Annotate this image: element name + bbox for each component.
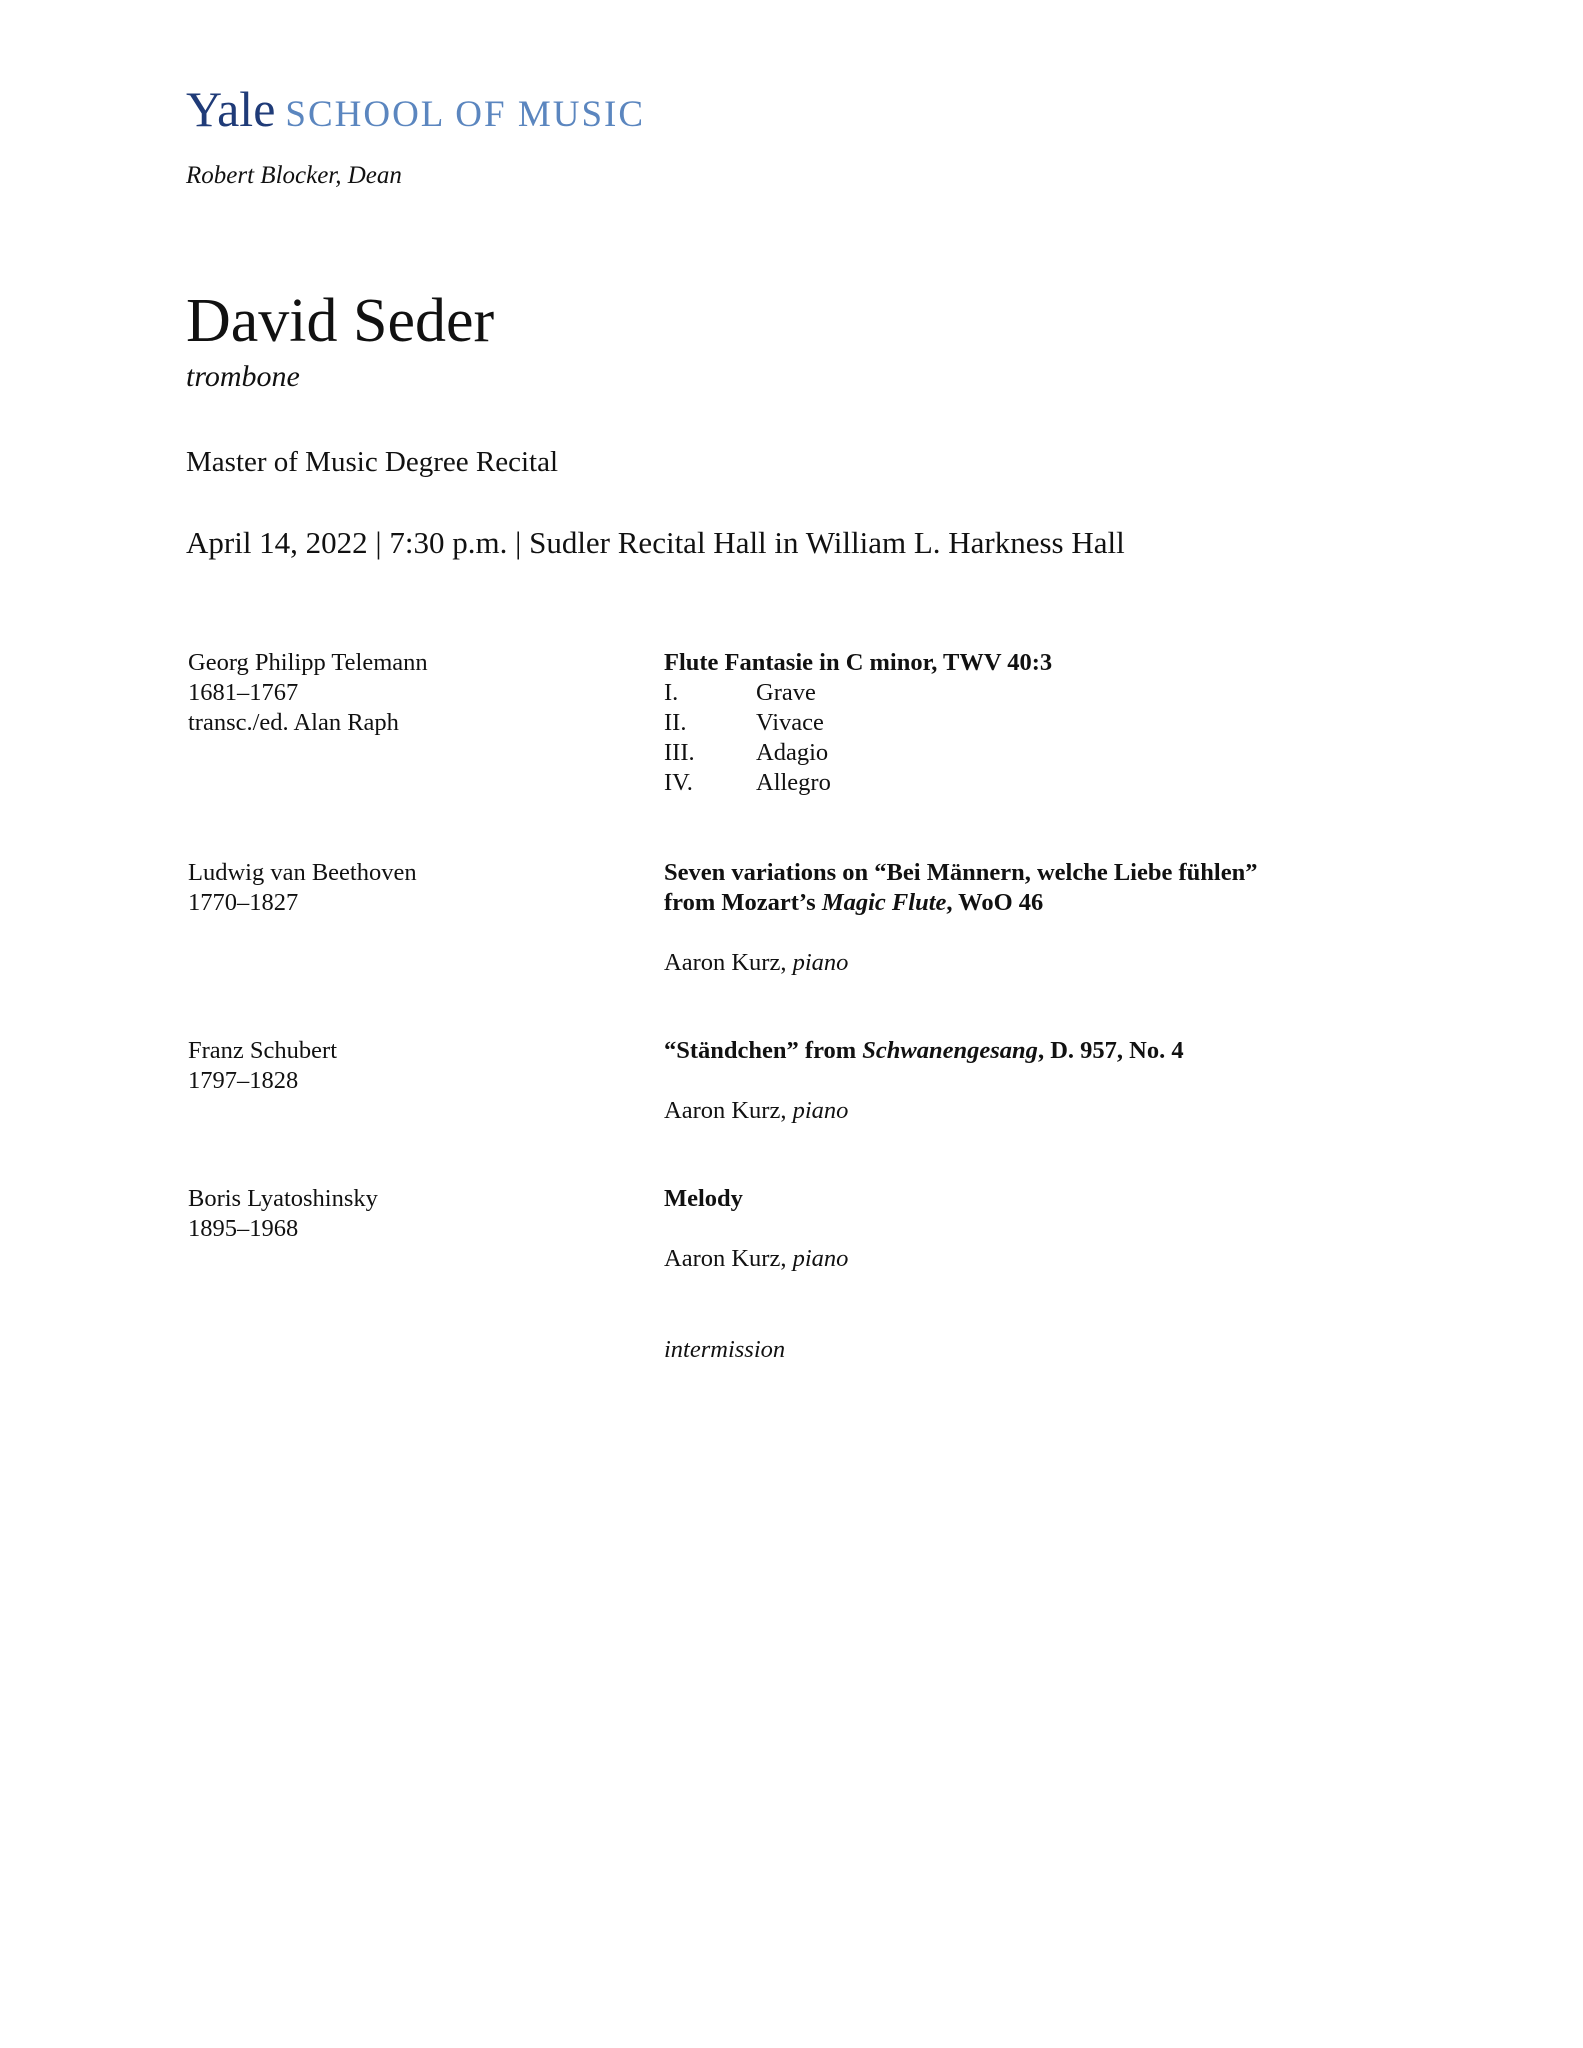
yale-school-of-music-logo xyxy=(186,81,646,137)
logo-yale-text: Yale xyxy=(186,81,276,137)
collaborator-name: Aaron Kurz, xyxy=(664,1097,793,1124)
work-title-line-2 xyxy=(664,888,1257,918)
work-title: Flute Fantasie in C minor, TWV 40:3 xyxy=(664,649,1053,676)
title-text: “Ständchen” from xyxy=(664,1037,863,1064)
logo-school-text: SCHOOL OF MUSIC xyxy=(285,94,646,135)
intermission-label: intermission xyxy=(664,1336,786,1363)
composer-block-lyatoshinsky xyxy=(188,1184,378,1244)
movement-row xyxy=(664,678,1052,708)
title-text: , D. 957, No. 4 xyxy=(1037,1037,1184,1064)
dean-name: Robert Blocker, Dean xyxy=(186,162,402,189)
work-title-line-1: Seven variations on “Bei Männern, welche Liebe fühlen” xyxy=(664,859,1258,886)
movement-row xyxy=(664,738,1052,768)
composer-name: Franz Schubert xyxy=(188,1037,337,1064)
collaborator-line xyxy=(664,1096,1184,1126)
arranger: transc./ed. Alan Raph xyxy=(188,709,399,736)
event-details: April 14, 2022 | 7:30 p.m. | Sudler Recital Hall in William L. Harkness Hall xyxy=(186,525,1125,560)
composer-name: Georg Philipp Telemann xyxy=(188,649,428,676)
collaborator-line xyxy=(664,1244,848,1274)
collaborator-role: piano xyxy=(792,949,849,976)
composer-block-schubert xyxy=(188,1036,337,1096)
title-text: , WoO 46 xyxy=(946,889,1044,916)
composer-dates: 1797–1828 xyxy=(188,1067,299,1094)
movement-number: II. xyxy=(664,709,687,736)
title-italic-text: Schwanengesang xyxy=(862,1037,1038,1064)
work-block-beethoven xyxy=(664,858,1257,978)
composer-dates: 1770–1827 xyxy=(188,889,299,916)
composer-dates: 1895–1968 xyxy=(188,1215,299,1242)
collaborator-name: Aaron Kurz, xyxy=(664,949,793,976)
movement-row xyxy=(664,708,1052,738)
collaborator-name: Aaron Kurz, xyxy=(664,1245,793,1272)
work-title xyxy=(664,1036,1184,1066)
movement-number: I. xyxy=(664,679,679,706)
composer-block-beethoven xyxy=(188,858,417,918)
performer-name: David Seder xyxy=(186,287,495,355)
movement-name: Vivace xyxy=(756,709,824,736)
work-block-lyatoshinsky xyxy=(664,1184,848,1274)
work-title: Melody xyxy=(664,1185,743,1212)
composer-block-telemann xyxy=(188,648,428,738)
collaborator-role: piano xyxy=(792,1245,849,1272)
movement-name: Adagio xyxy=(756,739,829,766)
recital-type: Master of Music Degree Recital xyxy=(186,446,559,478)
composer-name: Boris Lyatoshinsky xyxy=(188,1185,378,1212)
composer-name: Ludwig van Beethoven xyxy=(188,859,417,886)
movement-number: IV. xyxy=(664,769,693,796)
performer-instrument: trombone xyxy=(186,360,300,393)
movement-name: Grave xyxy=(756,679,816,706)
work-block-schubert xyxy=(664,1036,1184,1126)
title-italic-text: Magic Flute xyxy=(821,889,947,916)
movement-number: III. xyxy=(664,739,695,766)
movement-name: Allegro xyxy=(756,769,831,796)
collaborator-line xyxy=(664,948,1257,978)
collaborator-role: piano xyxy=(792,1097,849,1124)
composer-dates: 1681–1767 xyxy=(188,679,299,706)
movement-row xyxy=(664,768,1052,798)
title-text: from Mozart’s xyxy=(664,889,822,916)
work-block-telemann xyxy=(664,648,1052,798)
